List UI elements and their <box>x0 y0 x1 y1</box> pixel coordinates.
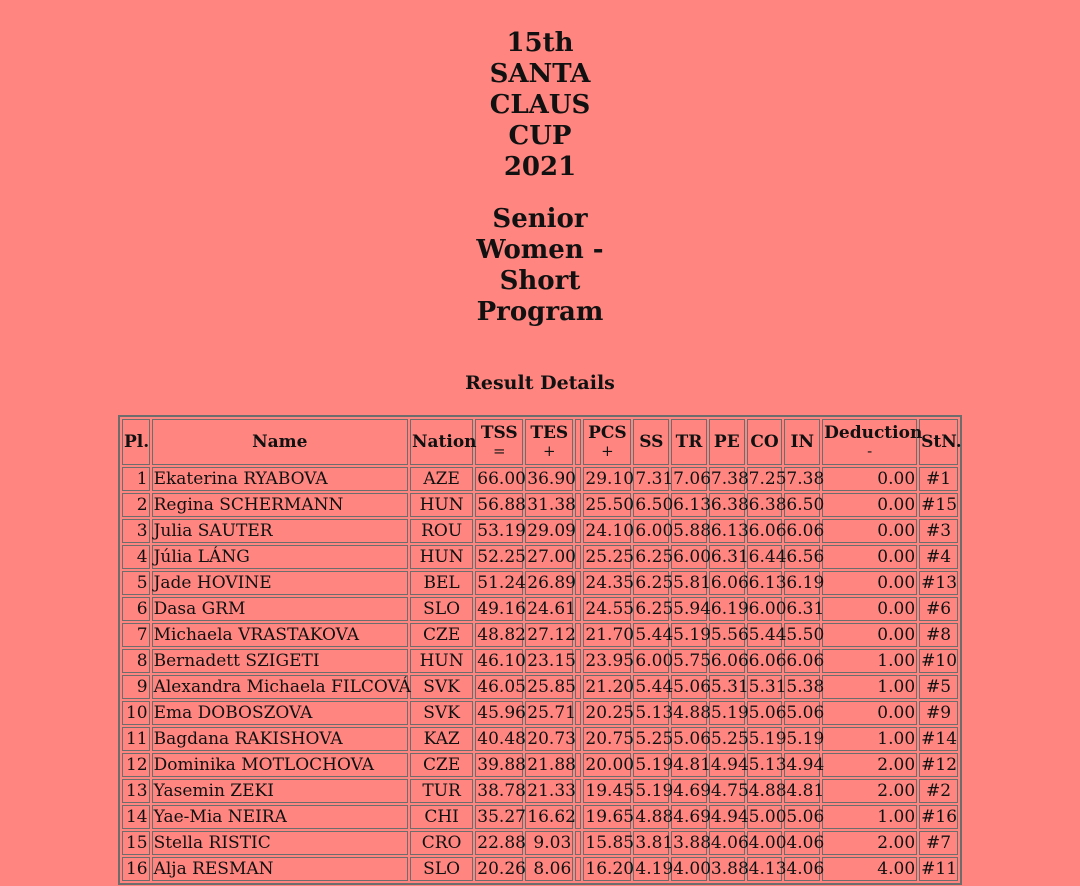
cell-start-number: #6 <box>919 597 958 621</box>
cell-pcs: 25.25 <box>585 547 635 567</box>
table-row <box>122 467 958 491</box>
table-row <box>122 519 958 543</box>
cell-tr: 7.06 <box>673 469 712 489</box>
cell-start-number: #7 <box>919 831 958 855</box>
cell-pe: 6.19 <box>710 599 749 619</box>
cell-pcs: 21.70 <box>585 625 635 645</box>
cell-nation: SVK <box>410 675 473 699</box>
cell-pcs: 16.20 <box>585 859 635 879</box>
cell-pe: 4.94 <box>710 807 749 827</box>
cell-tss: 51.24 <box>477 573 526 593</box>
cell-pe: 6.06 <box>710 573 749 593</box>
cell-pcs: 25.50 <box>585 495 635 515</box>
cell-place: 8 <box>122 649 150 673</box>
cell-start-number: #14 <box>921 729 958 749</box>
cell-pe: 6.31 <box>710 547 749 567</box>
cell-ss: 5.44 <box>635 625 674 645</box>
cell-in: 6.31 <box>786 599 825 619</box>
table-row <box>122 701 958 725</box>
cell-tss: 48.82 <box>477 625 526 645</box>
cell-name: Júlia LÁNG <box>152 545 408 569</box>
cell-ss: 7.31 <box>635 469 674 489</box>
category-title-line: Short <box>499 266 581 296</box>
cell-nation: KAZ <box>410 727 473 751</box>
cell-deduction: 0.00 <box>822 519 917 543</box>
cell-name: Dasa GRM <box>152 597 408 621</box>
event-title <box>0 28 1080 183</box>
cell-pe: 5.56 <box>710 625 749 645</box>
cell-tss: 20.26 <box>477 859 526 879</box>
cell-in: 7.38 <box>786 469 825 489</box>
cell-ss: 6.25 <box>635 573 674 593</box>
cell-spacer <box>575 779 581 803</box>
cell-pe: 4.75 <box>710 781 749 801</box>
cell-pe: 5.25 <box>710 729 749 749</box>
table-row <box>122 545 958 569</box>
cell-in: 5.38 <box>786 677 825 697</box>
cell-ss: 6.50 <box>635 495 674 515</box>
cell-tr: 5.88 <box>673 521 712 541</box>
cell-tes: 23.15 <box>527 651 576 671</box>
cell-tss: 46.05 <box>477 677 526 697</box>
cell-deduction: 1.00 <box>822 649 917 673</box>
cell-name: Bernadett SZIGETI <box>152 649 408 673</box>
cell-in: 5.06 <box>786 703 825 723</box>
cell-nation: AZE <box>410 467 473 491</box>
event-title-line: CLAUS <box>489 90 591 120</box>
cell-in: 6.06 <box>786 651 825 671</box>
cell-spacer <box>575 649 581 673</box>
cell-tr: 5.94 <box>673 599 712 619</box>
cell-ss: 6.25 <box>635 599 674 619</box>
cell-place: 16 <box>122 857 150 881</box>
cell-tes: 9.03 <box>525 831 573 855</box>
cell-name: Ekaterina RYABOVA <box>152 467 408 491</box>
cell-pe: 4.94 <box>710 755 749 775</box>
cell-tss: 46.10 <box>477 651 526 671</box>
cell-spacer <box>575 597 581 621</box>
cell-name: Alja RESMAN <box>152 857 408 881</box>
cell-tss: 45.96 <box>477 703 526 723</box>
col-header-pcs: PCS + <box>583 419 631 465</box>
table-row <box>122 831 958 855</box>
cell-spacer <box>575 831 581 855</box>
cell-tr: 5.75 <box>673 651 712 671</box>
cell-spacer <box>575 857 581 881</box>
cell-place: 13 <box>122 779 150 803</box>
table-row <box>122 493 958 517</box>
cell-tss: 38.78 <box>477 781 526 801</box>
cell-pcs: 19.65 <box>585 807 635 827</box>
col-header-tss: TSS = <box>475 419 523 465</box>
cell-deduction: 1.00 <box>822 805 917 829</box>
cell-start-number: #2 <box>919 779 958 803</box>
cell-spacer <box>575 519 581 543</box>
col-header-pl: Pl. <box>122 419 150 465</box>
cell-tes: 21.33 <box>527 781 576 801</box>
cell-place: 10 <box>122 701 150 725</box>
table-row <box>122 779 958 803</box>
cell-in: 6.06 <box>786 521 825 541</box>
cell-name: Yasemin ZEKI <box>152 779 408 803</box>
cell-co: 4.88 <box>748 781 787 801</box>
cell-tes: 36.90 <box>527 469 576 489</box>
cell-spacer <box>575 493 581 517</box>
cell-nation: HUN <box>410 545 473 569</box>
cell-name: Yae-Mia NEIRA <box>152 805 408 829</box>
cell-tes: 29.09 <box>527 521 576 541</box>
cell-start-number: #12 <box>921 755 958 775</box>
cell-co: 4.13 <box>748 859 787 879</box>
event-title-line: 15th <box>506 28 574 58</box>
cell-pcs: 20.00 <box>585 755 635 775</box>
category-title-line: Program <box>476 297 604 327</box>
cell-place: 14 <box>122 805 150 829</box>
cell-pcs: 24.35 <box>585 573 635 593</box>
cell-co: 6.44 <box>748 547 787 567</box>
cell-pe: 6.06 <box>710 651 749 671</box>
cell-spacer <box>575 805 581 829</box>
table-row <box>122 649 958 673</box>
cell-place: 11 <box>122 727 150 751</box>
col-header-co: CO <box>747 419 783 465</box>
table-row <box>122 571 958 595</box>
cell-tss: 66.00 <box>477 469 526 489</box>
table-row <box>122 805 958 829</box>
cell-co: 5.06 <box>748 703 787 723</box>
event-title-line: SANTA <box>489 59 591 89</box>
cell-deduction: 1.00 <box>822 727 917 751</box>
cell-tes: 25.71 <box>527 703 576 723</box>
cell-pcs: 24.10 <box>585 521 635 541</box>
cell-co: 5.00 <box>748 807 787 827</box>
event-title-line: 2021 <box>503 152 577 182</box>
cell-spacer <box>575 727 581 751</box>
cell-pcs: 20.75 <box>585 729 635 749</box>
cell-ss: 5.13 <box>635 703 674 723</box>
col-header-pe: PE <box>709 419 745 465</box>
cell-place: 2 <box>122 493 150 517</box>
cell-co: 5.31 <box>748 677 787 697</box>
cell-tss: 35.27 <box>477 807 526 827</box>
cell-tr: 5.19 <box>673 625 712 645</box>
cell-ss: 5.19 <box>635 781 674 801</box>
cell-in: 6.56 <box>786 547 825 567</box>
cell-tes: 27.00 <box>527 547 576 567</box>
col-header-nation: Nation <box>410 419 473 465</box>
cell-ss: 6.00 <box>635 521 674 541</box>
cell-place: 3 <box>122 519 150 543</box>
cell-name: Julia SAUTER <box>152 519 408 543</box>
header-row <box>122 419 958 465</box>
cell-tr: 5.81 <box>673 573 712 593</box>
cell-place: 12 <box>122 753 150 777</box>
cell-tss: 40.48 <box>477 729 526 749</box>
cell-tr: 4.00 <box>673 859 712 879</box>
cell-ss: 5.25 <box>635 729 674 749</box>
cell-tr: 4.88 <box>673 703 712 723</box>
cell-tr: 4.69 <box>673 807 712 827</box>
cell-co: 4.00 <box>748 833 787 853</box>
cell-tes: 26.89 <box>527 573 576 593</box>
cell-pcs: 29.10 <box>585 469 635 489</box>
section-heading: Result Details <box>465 372 615 394</box>
cell-name: Regina SCHERMANN <box>152 493 408 517</box>
cell-deduction: 2.00 <box>822 779 917 803</box>
cell-spacer <box>575 623 581 647</box>
cell-pcs: 19.45 <box>585 781 635 801</box>
cell-in: 4.81 <box>786 781 825 801</box>
cell-place: 9 <box>122 675 150 699</box>
cell-deduction: 2.00 <box>822 753 917 777</box>
cell-pe: 6.13 <box>710 521 749 541</box>
cell-start-number: #9 <box>919 701 958 725</box>
cell-tss: 53.19 <box>477 521 526 541</box>
cell-co: 5.13 <box>748 755 787 775</box>
cell-deduction: 0.00 <box>822 571 917 595</box>
cell-ss: 6.00 <box>635 651 674 671</box>
cell-nation: CRO <box>410 831 473 855</box>
cell-co: 6.13 <box>748 573 787 593</box>
cell-nation: HUN <box>410 493 473 517</box>
cell-spacer <box>575 545 581 569</box>
cell-tes: 24.61 <box>527 599 576 619</box>
cell-pe: 5.31 <box>710 677 749 697</box>
cell-tr: 3.88 <box>673 833 712 853</box>
cell-name: Stella RISTIC <box>152 831 408 855</box>
event-title-line: CUP <box>508 121 572 151</box>
cell-tss: 52.25 <box>477 547 526 567</box>
cell-place: 5 <box>122 571 150 595</box>
cell-tr: 6.00 <box>673 547 712 567</box>
cell-nation: TUR <box>410 779 473 803</box>
cell-place: 4 <box>122 545 150 569</box>
cell-start-number: #8 <box>919 623 958 647</box>
cell-pcs: 21.20 <box>585 677 635 697</box>
cell-nation: SVK <box>410 701 473 725</box>
cell-ss: 4.19 <box>635 859 674 879</box>
cell-place: 1 <box>122 467 150 491</box>
cell-pcs: 20.25 <box>585 703 635 723</box>
col-header-spacer <box>575 419 581 465</box>
cell-tr: 4.81 <box>673 755 712 775</box>
cell-name: Michaela VRASTAKOVA <box>152 623 408 647</box>
cell-pcs: 23.95 <box>585 651 635 671</box>
category-title-line: Women - <box>476 235 604 265</box>
cell-nation: BEL <box>410 571 473 595</box>
cell-spacer <box>575 753 581 777</box>
cell-ss: 5.44 <box>635 677 674 697</box>
cell-name: Jade HOVINE <box>152 571 408 595</box>
cell-tes: 8.06 <box>525 857 573 881</box>
cell-deduction: 0.00 <box>822 493 917 517</box>
cell-tr: 6.13 <box>673 495 712 515</box>
cell-co: 6.00 <box>748 599 787 619</box>
cell-tr: 4.69 <box>673 781 712 801</box>
cell-in: 4.94 <box>786 755 825 775</box>
col-header-ss: SS <box>633 419 669 465</box>
table-row <box>122 675 958 699</box>
cell-start-number: #10 <box>921 651 958 671</box>
cell-pe: 7.38 <box>710 469 749 489</box>
cell-place: 15 <box>122 831 150 855</box>
cell-ss: 6.25 <box>635 547 674 567</box>
cell-pe: 4.06 <box>710 833 749 853</box>
col-header-stn: StN. <box>919 419 958 465</box>
cell-tss: 56.88 <box>477 495 526 515</box>
cell-tes: 31.38 <box>527 495 576 515</box>
cell-deduction: 0.00 <box>822 467 917 491</box>
cell-ss: 3.81 <box>635 833 674 853</box>
cell-tr: 5.06 <box>673 729 712 749</box>
cell-pe: 6.38 <box>710 495 749 515</box>
cell-start-number: #13 <box>921 573 958 593</box>
table-row <box>122 753 958 777</box>
cell-nation: ROU <box>410 519 473 543</box>
cell-start-number: #5 <box>919 675 958 699</box>
cell-in: 5.19 <box>786 729 825 749</box>
results-table <box>118 415 962 885</box>
cell-co: 6.06 <box>748 521 787 541</box>
cell-place: 7 <box>122 623 150 647</box>
cell-tes: 21.88 <box>527 755 576 775</box>
cell-tss: 39.88 <box>477 755 526 775</box>
cell-spacer <box>575 701 581 725</box>
cell-nation: CHI <box>410 805 473 829</box>
cell-deduction: 0.00 <box>822 545 917 569</box>
cell-nation: CZE <box>410 623 473 647</box>
col-header-name: Name <box>152 419 408 465</box>
cell-deduction: 4.00 <box>822 857 917 881</box>
cell-co: 6.06 <box>748 651 787 671</box>
cell-tes: 25.85 <box>527 677 576 697</box>
cell-co: 6.38 <box>748 495 787 515</box>
cell-name: Alexandra Michaela FILCOVÁ <box>153 677 411 697</box>
category-title-line: Senior <box>492 204 588 234</box>
cell-in: 4.06 <box>786 859 825 879</box>
cell-co: 5.19 <box>748 729 787 749</box>
cell-ss: 4.88 <box>635 807 674 827</box>
cell-name: Bagdana RAKISHOVA <box>152 727 408 751</box>
cell-spacer <box>575 675 581 699</box>
cell-co: 5.44 <box>748 625 787 645</box>
cell-deduction: 0.00 <box>822 623 917 647</box>
cell-name: Ema DOBOSZOVA <box>152 701 408 725</box>
col-header-tes: TES + <box>525 419 573 465</box>
cell-spacer <box>575 467 581 491</box>
cell-tss: 49.16 <box>477 599 526 619</box>
cell-tr: 5.06 <box>673 677 712 697</box>
cell-tes: 20.73 <box>527 729 576 749</box>
cell-place: 6 <box>122 597 150 621</box>
cell-start-number: #3 <box>919 519 958 543</box>
table-row <box>122 857 958 881</box>
cell-pe: 3.88 <box>710 859 749 879</box>
cell-in: 6.50 <box>786 495 825 515</box>
cell-pe: 5.19 <box>710 703 749 723</box>
table-row <box>122 727 958 751</box>
cell-tes: 16.62 <box>527 807 576 827</box>
cell-nation: CZE <box>410 753 473 777</box>
cell-start-number: #11 <box>921 859 958 879</box>
table-row <box>122 623 958 647</box>
cell-start-number: #1 <box>919 467 958 491</box>
cell-nation: HUN <box>410 649 473 673</box>
cell-deduction: 0.00 <box>822 597 917 621</box>
cell-in: 4.06 <box>786 833 825 853</box>
cell-start-number: #15 <box>921 495 958 515</box>
cell-pcs: 24.55 <box>585 599 635 619</box>
cell-tes: 27.12 <box>527 625 576 645</box>
cell-start-number: #4 <box>919 545 958 569</box>
cell-in: 5.50 <box>786 625 825 645</box>
cell-deduction: 1.00 <box>822 675 917 699</box>
col-header-tr: TR <box>671 419 707 465</box>
cell-co: 7.25 <box>748 469 787 489</box>
cell-name: Dominika MOTLOCHOVA <box>152 753 408 777</box>
col-header-in: IN <box>784 419 820 465</box>
cell-deduction: 2.00 <box>822 831 917 855</box>
cell-in: 5.06 <box>786 807 825 827</box>
cell-deduction: 0.00 <box>822 701 917 725</box>
category-title <box>0 204 1080 328</box>
cell-nation: SLO <box>410 597 473 621</box>
cell-nation: SLO <box>410 857 473 881</box>
cell-pcs: 15.85 <box>585 833 635 853</box>
cell-start-number: #16 <box>921 807 958 827</box>
cell-ss: 5.19 <box>635 755 674 775</box>
table-row <box>122 597 958 621</box>
cell-spacer <box>575 571 581 595</box>
col-header-deduction: Deduction - <box>822 419 917 465</box>
results-body <box>122 467 958 881</box>
cell-tss: 22.88 <box>477 833 526 853</box>
cell-in: 6.19 <box>786 573 825 593</box>
